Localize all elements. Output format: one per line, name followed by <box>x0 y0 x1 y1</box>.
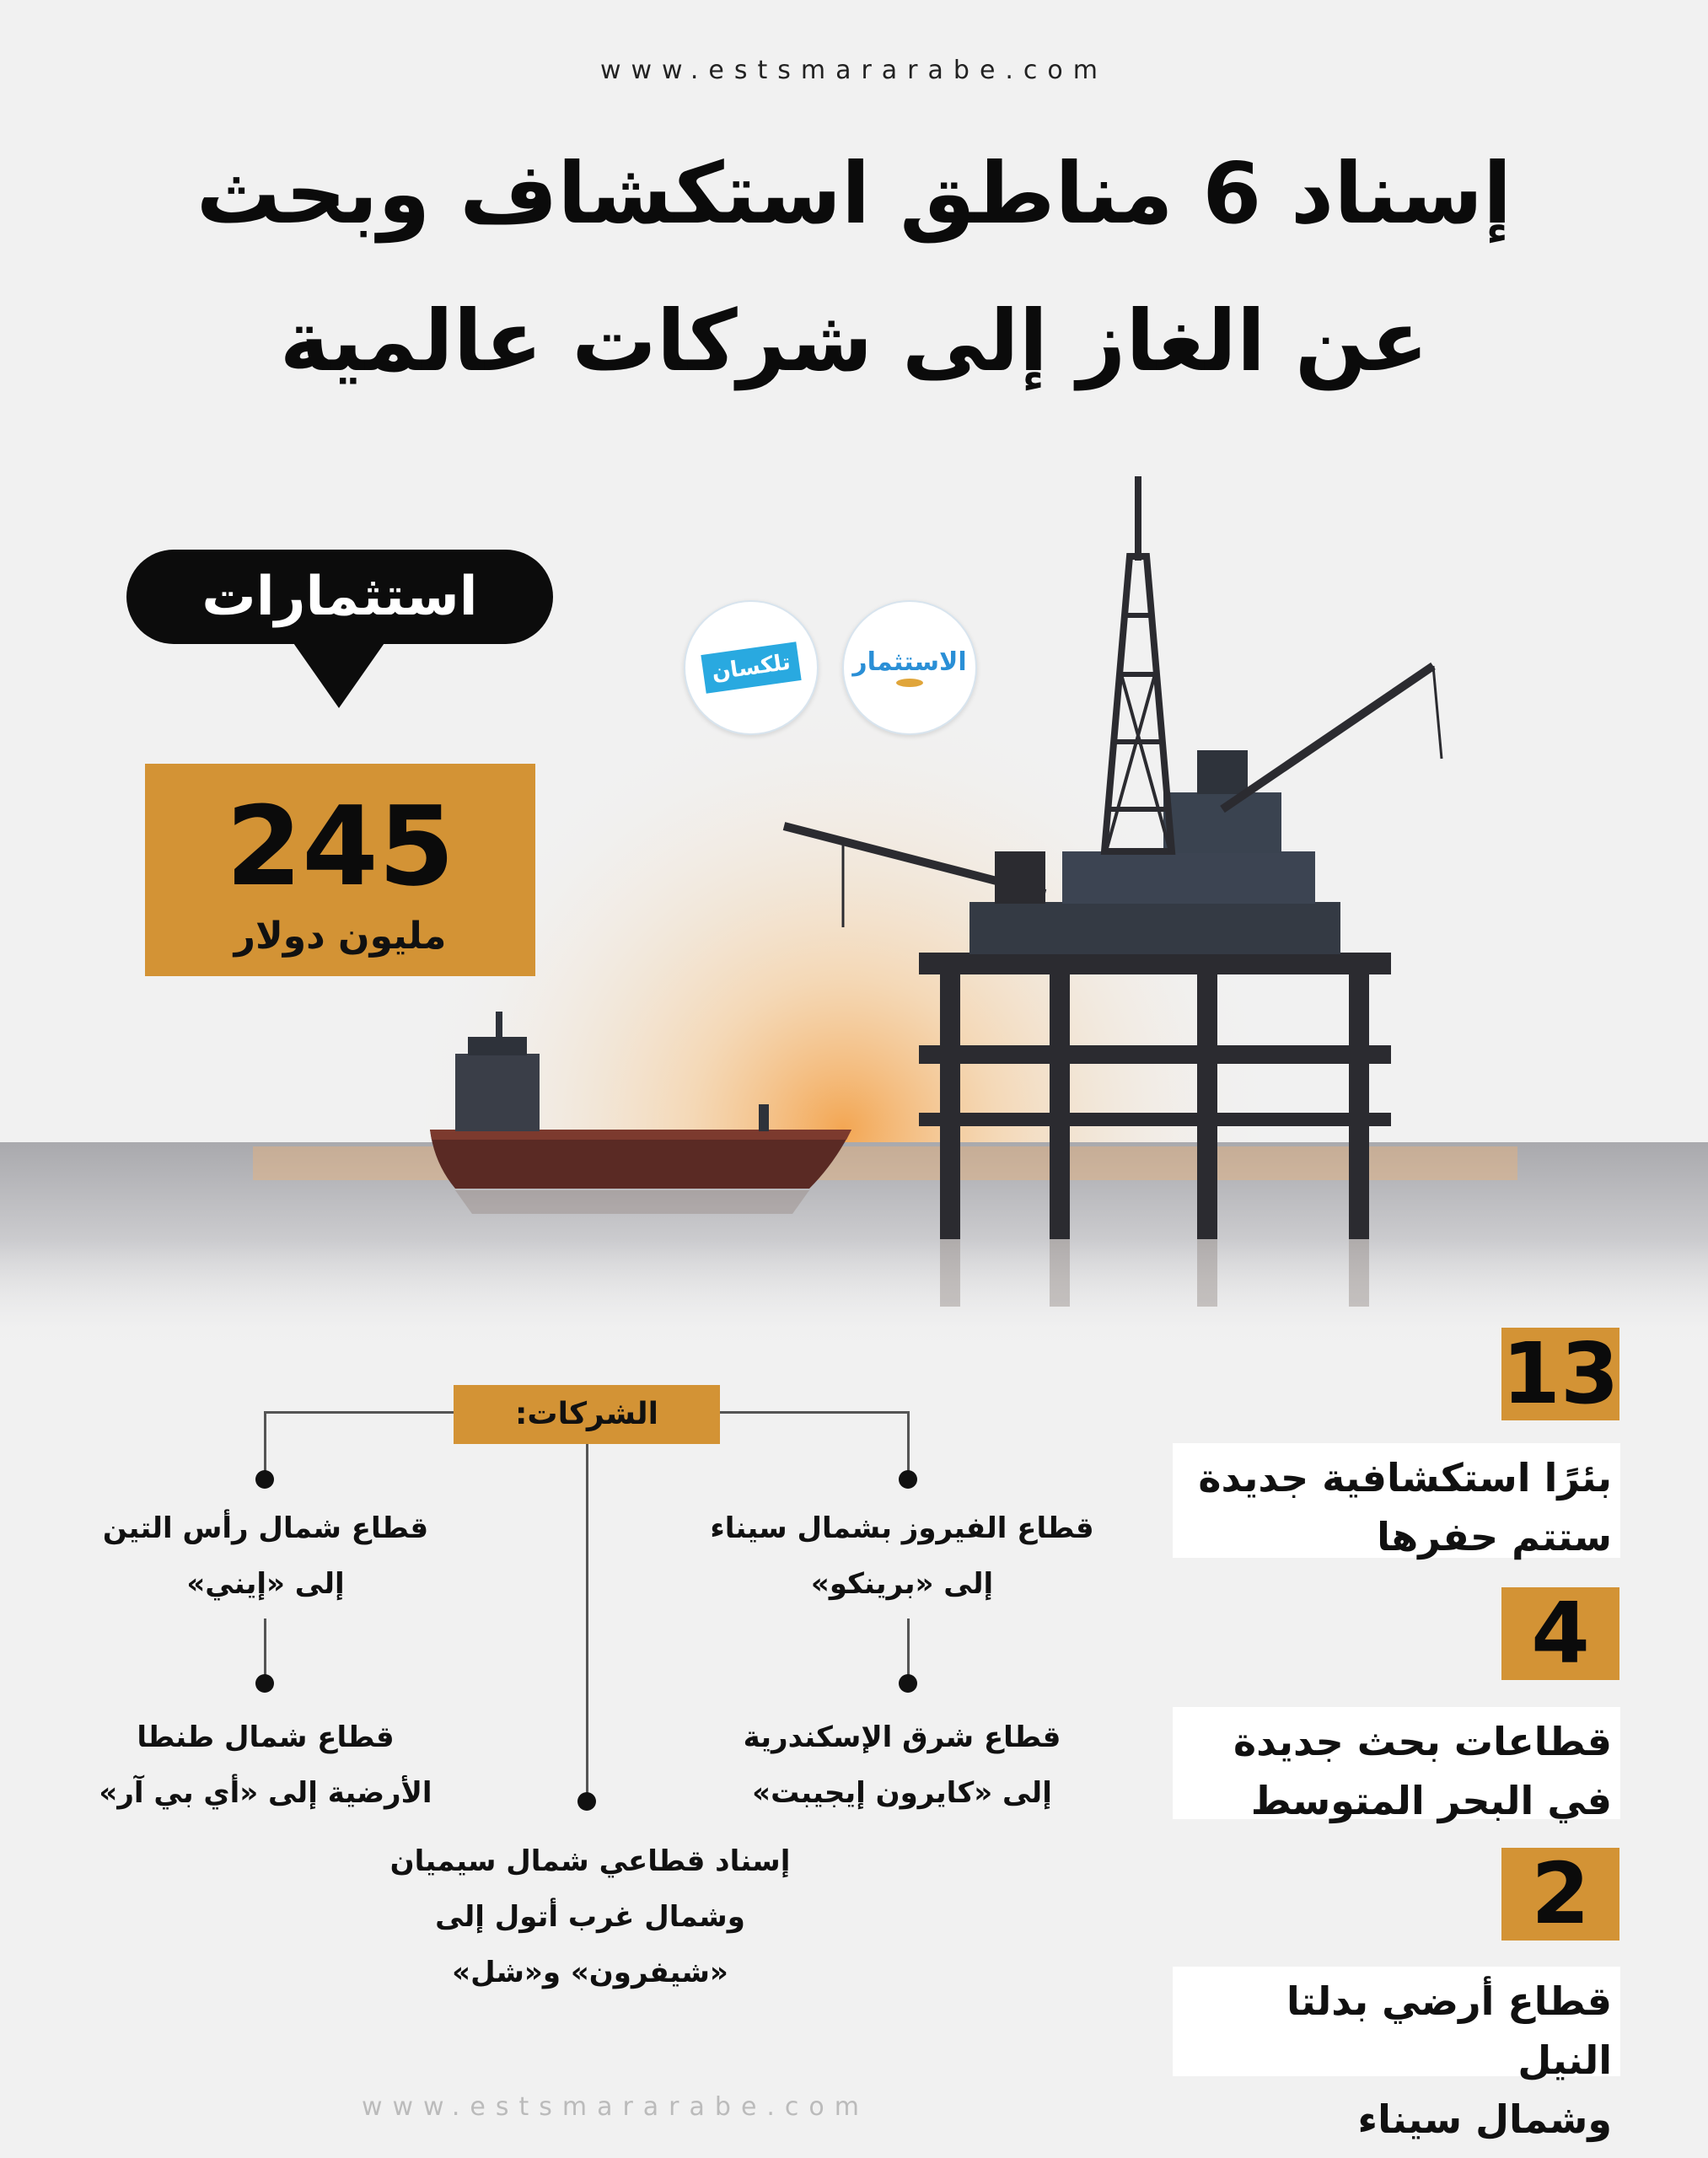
stat-text-land <box>1173 1967 1620 2142</box>
connector-left-v <box>264 1411 266 1479</box>
company-item-east-alexandria <box>708 1710 1096 1821</box>
connector-left-h <box>264 1411 454 1414</box>
connector-left-v2 <box>264 1618 266 1676</box>
stat-wells-line-1: بئرًا استكشافية جديدة <box>1198 1455 1612 1500</box>
stat-text-wells <box>1173 1443 1620 1558</box>
tree-node-dot <box>255 1674 274 1693</box>
company-siman-atoll-line-1: إسناد قطاعي شمال سيميان <box>389 1844 791 1878</box>
connector-right-v2 <box>907 1618 910 1676</box>
investment-unit: مليون دولار <box>234 915 447 958</box>
connector-center-v <box>586 1444 588 1794</box>
tree-node-dot <box>577 1792 596 1811</box>
company-ras-el-tin-line-2: إلى «إيني» <box>186 1567 345 1601</box>
connector-right-v <box>907 1411 910 1479</box>
site-url-bottom[interactable]: www.estsmararabe.com <box>361 2092 870 2122</box>
stat-sectors-line-1: قطاعات بحث جديدة <box>1233 1719 1612 1764</box>
title-line-1: إسناد 6 مناطق استكشاف وبحث <box>196 144 1512 243</box>
investment-value-box <box>145 764 535 976</box>
tree-node-dot <box>255 1470 274 1489</box>
stat-land-line-2: وشمال سيناء <box>1357 2096 1612 2142</box>
investments-label: استثمارات <box>126 550 553 644</box>
company-siman-atoll-line-2: وشمال غرب أتول إلى <box>435 1900 745 1934</box>
stat-number-land: 2 <box>1501 1848 1619 1941</box>
istithmar-logo[interactable] <box>842 600 977 735</box>
company-north-tanta-line-1: قطاع شمال طنطا <box>137 1720 395 1754</box>
company-item-siman-atoll <box>371 1833 809 2000</box>
company-fayrouz-line-1: قطاع الفيروز بشمال سيناء <box>710 1511 1094 1545</box>
stat-number-sectors: 4 <box>1501 1587 1619 1680</box>
istithmar-logo-text: الاستثمار <box>852 647 967 677</box>
stat-sectors-line-2: في البحر المتوسط <box>1250 1778 1612 1823</box>
coin-icon <box>893 677 927 689</box>
company-east-alexandria-line-1: قطاع شرق الإسكندرية <box>743 1720 1061 1754</box>
connector-right-h <box>720 1411 909 1414</box>
company-east-alexandria-line-2: إلى «كايرون إيجيبت» <box>752 1776 1052 1810</box>
tree-node-dot <box>899 1470 917 1489</box>
companies-label: الشركات: <box>454 1385 720 1444</box>
tree-node-dot <box>899 1674 917 1693</box>
title-line-2: عن الغاز إلى شركات عالمية <box>279 292 1429 390</box>
stat-wells-line-2: ستتم حفرها <box>1377 1514 1612 1559</box>
company-siman-atoll-line-3: «شيفرون» و«شل» <box>452 1956 728 1989</box>
telecsan-logo[interactable] <box>684 600 819 735</box>
telecsan-logo-text: تلكسان <box>701 641 801 693</box>
investment-value: 245 <box>225 782 455 910</box>
investments-bubble-tail <box>292 641 386 708</box>
company-item-fayrouz <box>700 1500 1104 1612</box>
company-item-north-tanta <box>84 1710 447 1821</box>
site-url-top[interactable]: www.estsmararabe.com <box>599 56 1109 85</box>
stat-text-sectors <box>1173 1707 1620 1823</box>
company-item-ras-el-tin <box>76 1500 455 1612</box>
stat-number-wells: 13 <box>1501 1324 1619 1423</box>
stat-land-line-1: قطاع أرضي بدلتا النيل <box>1286 1978 1612 2083</box>
company-ras-el-tin-line-1: قطاع شمال رأس التين <box>102 1511 429 1545</box>
company-fayrouz-line-2: إلى «برينكو» <box>810 1567 994 1601</box>
company-north-tanta-line-2: الأرضية إلى «أي بي آر» <box>99 1776 432 1810</box>
